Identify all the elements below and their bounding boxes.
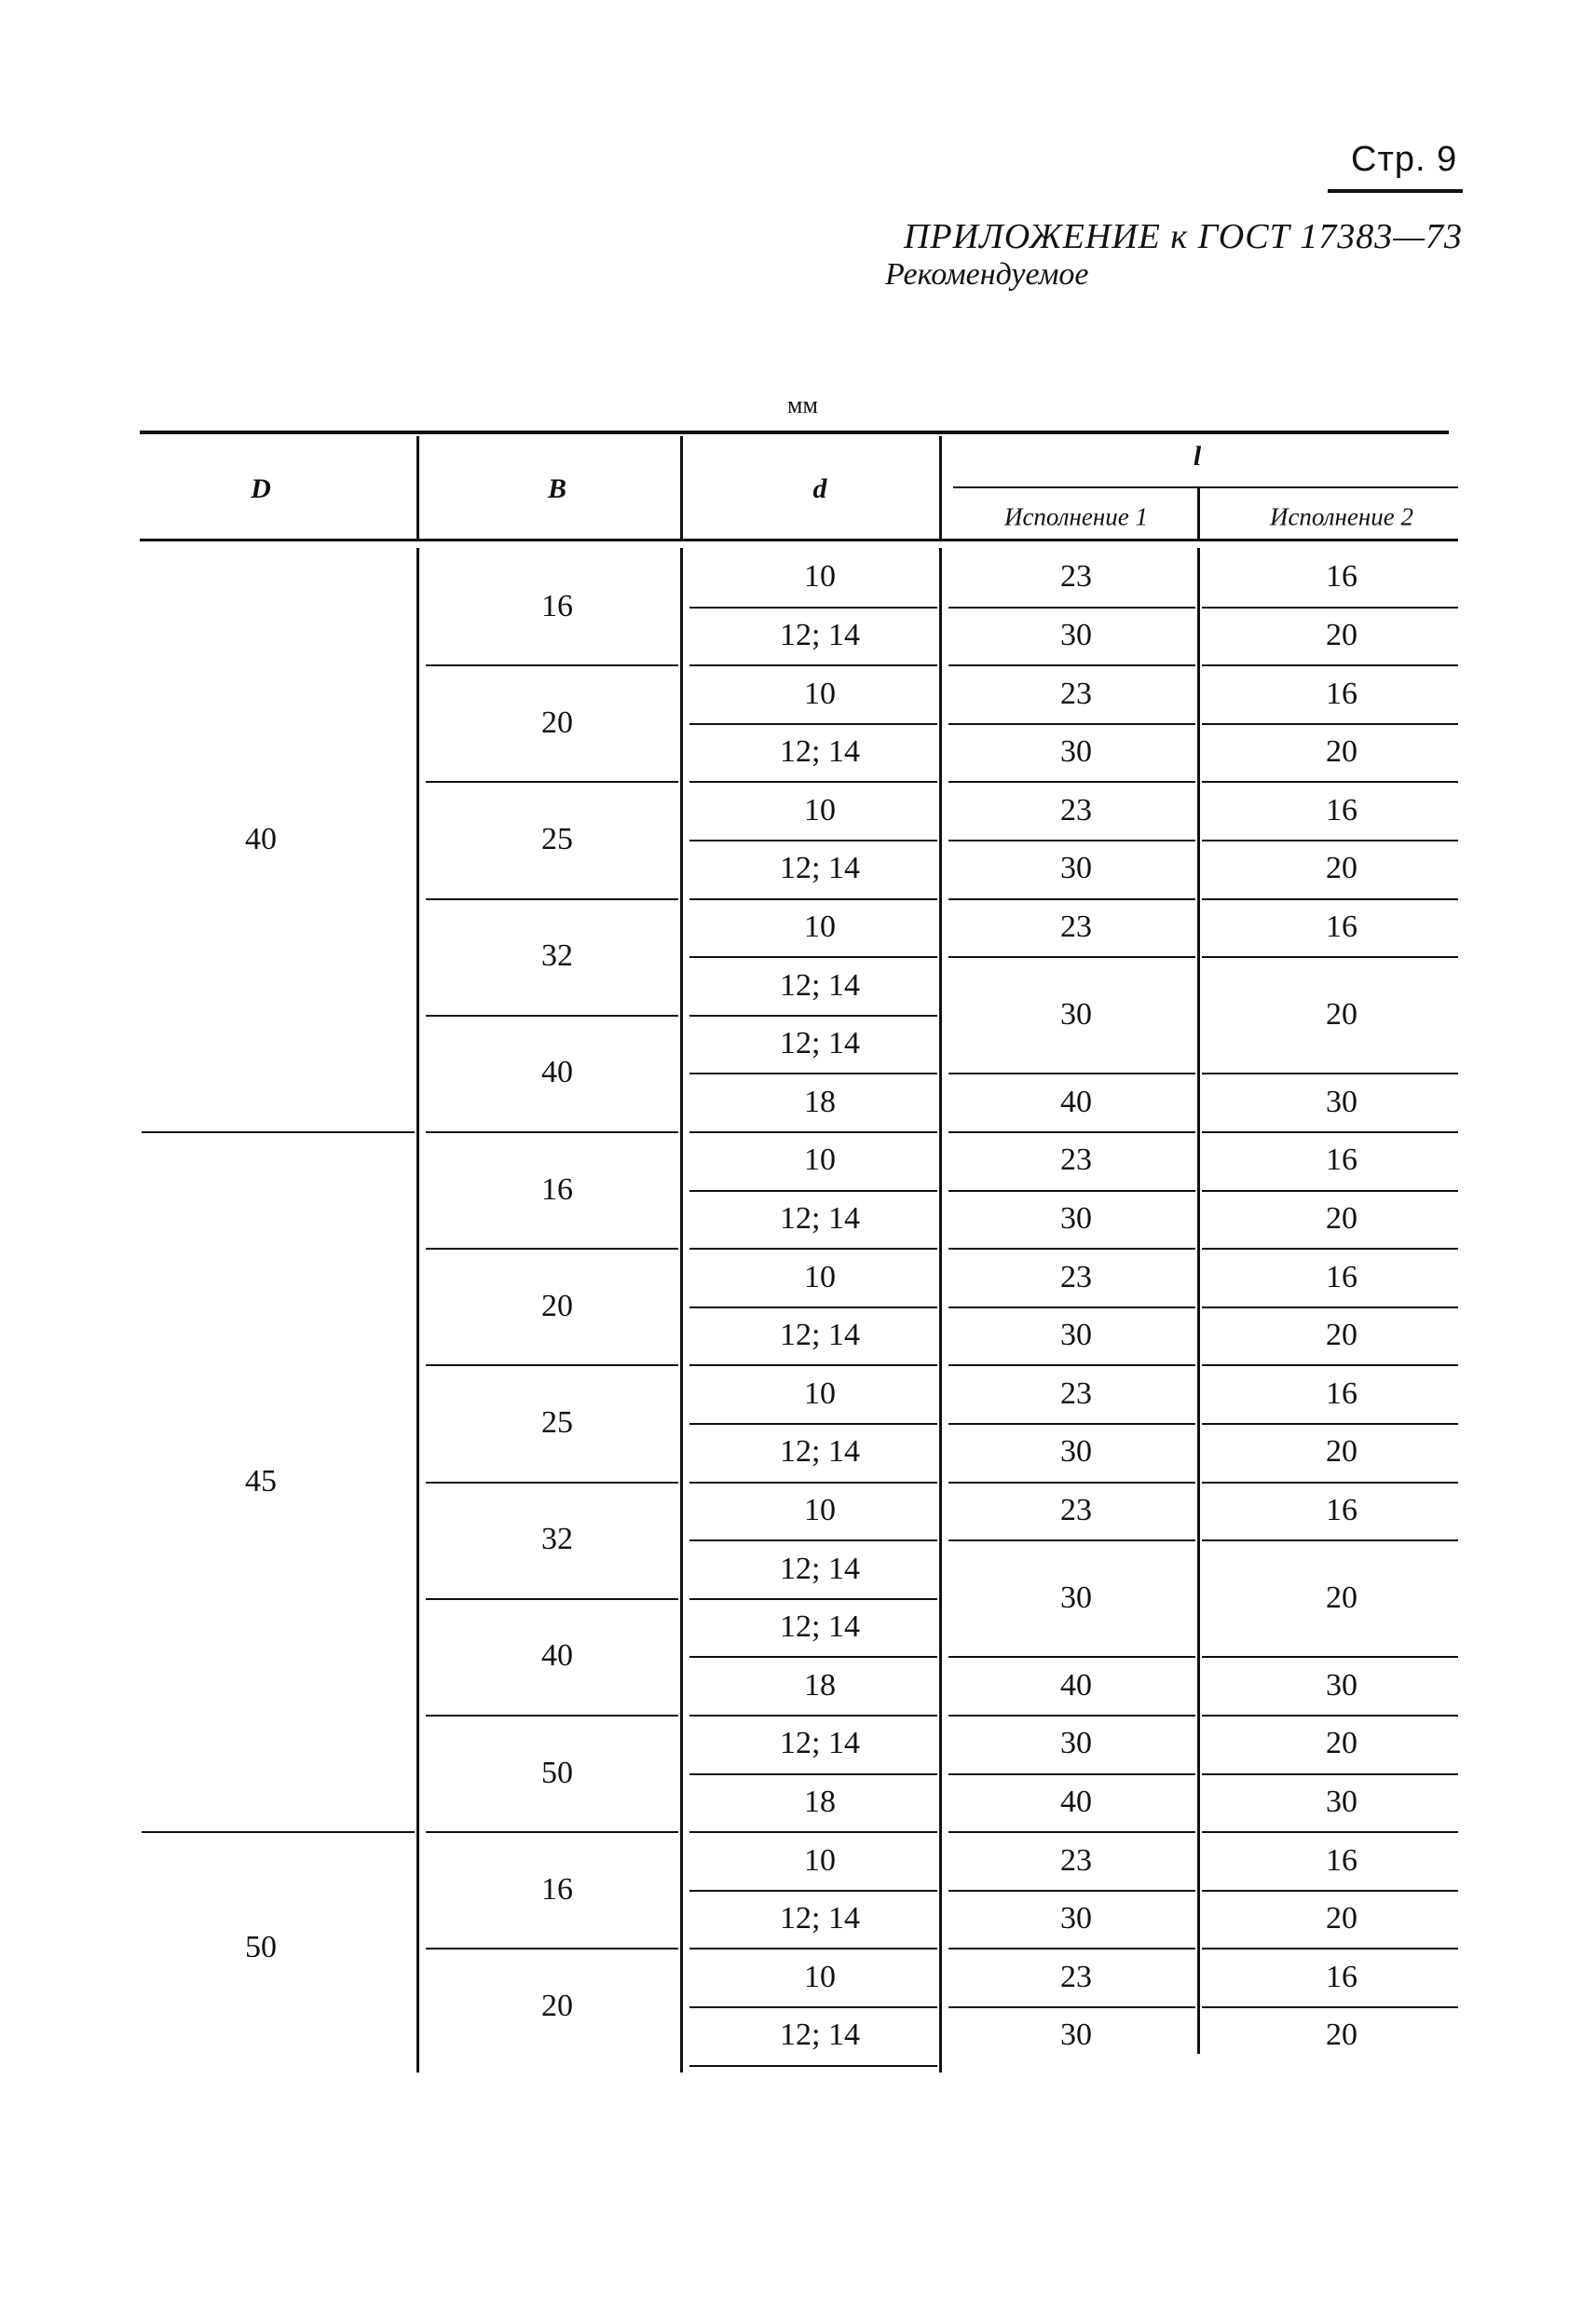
cell-version-1: 30 [1060,734,1092,770]
cell-version-2: 20 [1326,734,1357,770]
row-divider-d [689,723,937,725]
row-divider-version-1 [948,1131,1195,1133]
body-divider-versions [1197,548,1200,2054]
cell-d: 12; 14 [780,2018,860,2053]
cell-B: 40 [541,1055,573,1090]
row-divider-D [142,1131,415,1133]
row-divider-d [689,2065,937,2067]
cell-B: 25 [541,1405,573,1440]
row-divider-version-1 [948,607,1195,609]
cell-version-1: 30 [1060,1318,1092,1353]
cell-d: 12; 14 [780,617,860,652]
cell-version-1: 23 [1060,1142,1092,1178]
row-divider-version-2 [1202,956,1458,958]
cell-version-1: 30 [1060,2018,1092,2053]
row-divider-B [426,1831,678,1833]
cell-version-2: 20 [1326,1200,1357,1236]
cell-version-2: 20 [1326,1318,1357,1353]
cell-d: 10 [804,559,836,595]
cell-D: 45 [245,1463,277,1498]
cell-version-2: 16 [1326,1375,1357,1411]
cell-version-2: 16 [1326,1259,1357,1294]
row-divider-d [689,1364,937,1366]
row-divider-d [689,1773,937,1775]
row-divider-version-2 [1202,1190,1458,1192]
cell-B: 20 [541,705,573,740]
cell-version-1: 23 [1060,559,1092,595]
row-divider-d [689,898,937,900]
row-divider-B [426,1948,678,1949]
cell-version-1: 40 [1060,1784,1092,1819]
row-divider-version-2 [1202,840,1458,841]
appendix-title: ПРИЛОЖЕНИЕ к ГОСТ 17383—73 [903,217,1463,256]
header-version-1: Исполнение 1 [1003,502,1149,531]
cell-d: 18 [804,1784,836,1819]
cell-version-1: 30 [1060,1901,1092,1936]
cell-version-2: 20 [1326,617,1357,652]
cell-d: 10 [804,1142,836,1178]
cell-version-2: 16 [1326,909,1357,944]
row-divider-version-1 [948,1364,1195,1366]
row-divider-version-1 [948,1248,1195,1250]
row-divider-B [426,1598,678,1600]
cell-d: 12; 14 [780,851,860,886]
cell-version-1: 30 [1060,1726,1092,1761]
cell-B: 50 [541,1755,573,1790]
header-divider-versions [1197,486,1200,539]
body-divider-d-l [939,548,942,2073]
row-divider-version-2 [1202,898,1458,900]
cell-version-1: 30 [1060,1434,1092,1470]
row-divider-d [689,840,937,841]
header-bottom-rule [140,539,1458,541]
cell-version-2: 16 [1326,1959,1357,1994]
row-divider-version-1 [948,1073,1195,1074]
row-divider-version-2 [1202,1831,1458,1833]
row-divider-d [689,1248,937,1250]
row-divider-version-2 [1202,1773,1458,1775]
row-divider-B [426,1715,678,1717]
row-divider-version-1 [948,956,1195,958]
cell-version-1: 30 [1060,617,1092,652]
row-divider-d [689,1131,937,1133]
cell-d: 10 [804,1375,836,1411]
row-divider-version-2 [1202,1248,1458,1250]
cell-version-1: 23 [1060,909,1092,944]
cell-d: 12; 14 [780,1551,860,1586]
row-divider-version-1 [948,2006,1195,2008]
row-divider-version-2 [1202,1482,1458,1484]
page-number-underline [1328,189,1463,193]
cell-d: 10 [804,909,836,944]
row-divider-B [426,664,678,666]
cell-d: 12; 14 [780,967,860,1003]
header-version-2: Исполнение 2 [1269,502,1414,531]
row-divider-version-2 [1202,607,1458,609]
cell-d: 10 [804,676,836,711]
row-divider-d [689,1890,937,1892]
cell-d: 10 [804,1259,836,1294]
row-divider-d [689,1948,937,1949]
row-divider-version-1 [948,1656,1195,1658]
cell-d: 12; 14 [780,1726,860,1761]
cell-version-2: 30 [1326,1784,1357,1819]
appendix-status: Рекомендуемое [885,257,1089,292]
cell-version-2: 16 [1326,676,1357,711]
cell-version-2: 20 [1326,1901,1357,1936]
row-divider-d [689,1539,937,1541]
row-divider-version-2 [1202,723,1458,725]
cell-version-1: 23 [1060,1375,1092,1411]
cell-d: 10 [804,1492,836,1527]
cell-d: 18 [804,1667,836,1703]
row-divider-version-1 [948,723,1195,725]
cell-B: 16 [541,588,573,623]
row-divider-d [689,664,937,666]
cell-version-2: 20 [1326,851,1357,886]
header-D: D [251,473,271,504]
row-divider-B [426,1248,678,1250]
row-divider-version-2 [1202,1656,1458,1658]
row-divider-d [689,2006,937,2008]
cell-version-1: 30 [1060,1580,1092,1615]
cell-d: 10 [804,1842,836,1878]
row-divider-version-2 [1202,781,1458,783]
cell-version-1: 23 [1060,792,1092,828]
row-divider-version-2 [1202,1423,1458,1425]
cell-version-1: 23 [1060,1842,1092,1878]
cell-B: 20 [541,1989,573,2023]
cell-d: 10 [804,1959,836,1994]
row-divider-version-1 [948,664,1195,666]
row-divider-version-1 [948,1715,1195,1717]
cell-version-2: 20 [1326,2018,1357,2053]
cell-d: 18 [804,1084,836,1119]
row-divider-d [689,1656,937,1658]
row-divider-d [689,781,937,783]
cell-version-2: 16 [1326,559,1357,595]
row-divider-B [426,781,678,783]
cell-d: 10 [804,792,836,828]
row-divider-version-1 [948,1890,1195,1892]
cell-B: 32 [541,1522,573,1557]
row-divider-B [426,1015,678,1017]
cell-B: 16 [541,1871,573,1907]
unit-label: мм [787,391,818,418]
row-divider-version-1 [948,1482,1195,1484]
row-divider-B [426,1364,678,1366]
cell-B: 40 [541,1638,573,1674]
cell-version-2: 16 [1326,1492,1357,1527]
row-divider-d [689,1831,937,1833]
cell-D: 40 [245,822,277,856]
cell-B: 32 [541,938,573,974]
cell-version-2: 30 [1326,1084,1357,1119]
row-divider-version-1 [948,781,1195,783]
cell-version-1: 23 [1060,1492,1092,1527]
cell-version-2: 20 [1326,1434,1357,1470]
row-divider-version-1 [948,1423,1195,1425]
body-divider-B-d [680,548,683,2073]
row-divider-d [689,607,937,609]
header-divider-D-B [416,436,419,539]
row-divider-version-2 [1202,1364,1458,1366]
cell-d: 12; 14 [780,1434,860,1470]
row-divider-d [689,1190,937,1192]
row-divider-version-2 [1202,1890,1458,1892]
cell-version-1: 23 [1060,1259,1092,1294]
cell-version-2: 16 [1326,1142,1357,1178]
cell-version-1: 30 [1060,851,1092,886]
cell-version-1: 30 [1060,1200,1092,1236]
cell-version-2: 20 [1326,1580,1357,1615]
row-divider-version-1 [948,840,1195,841]
cell-version-2: 30 [1326,1667,1357,1703]
page-number: Стр. 9 [1351,140,1458,179]
cell-version-2: 20 [1326,1726,1357,1761]
row-divider-version-2 [1202,1539,1458,1541]
row-divider-version-1 [948,1831,1195,1833]
cell-version-1: 23 [1060,1959,1092,1994]
header-divider-d-l [939,436,942,539]
row-divider-version-1 [948,1773,1195,1775]
row-divider-d [689,1015,937,1017]
body-divider-D-B [416,548,419,2073]
cell-version-2: 20 [1326,996,1357,1032]
row-divider-d [689,1423,937,1425]
cell-d: 12; 14 [780,734,860,770]
cell-d: 12; 14 [780,1609,860,1645]
cell-d: 12; 14 [780,1901,860,1936]
header-divider-B-d [680,436,683,539]
row-divider-version-2 [1202,1948,1458,1949]
row-divider-d [689,1073,937,1074]
header-l-rule [953,486,1458,488]
cell-d: 12; 14 [780,1318,860,1353]
cell-B: 16 [541,1171,573,1207]
row-divider-version-2 [1202,2006,1458,2008]
cell-version-1: 40 [1060,1667,1092,1703]
row-divider-version-1 [948,1948,1195,1949]
row-divider-version-2 [1202,1715,1458,1717]
cell-version-1: 40 [1060,1084,1092,1119]
cell-version-1: 23 [1060,676,1092,711]
cell-d: 12; 14 [780,1200,860,1236]
cell-d: 12; 14 [780,1026,860,1061]
row-divider-version-2 [1202,1073,1458,1074]
header-l: l [1193,441,1202,472]
row-divider-B [426,1482,678,1484]
cell-version-1: 30 [1060,996,1092,1032]
row-divider-version-1 [948,1190,1195,1192]
row-divider-B [426,898,678,900]
row-divider-d [689,1306,937,1308]
cell-version-2: 16 [1326,1842,1357,1878]
row-divider-version-1 [948,1306,1195,1308]
cell-D: 50 [245,1930,277,1965]
cell-version-2: 16 [1326,792,1357,828]
header-d: d [812,473,827,504]
cell-B: 20 [541,1288,573,1323]
table-top-rule [140,431,1449,434]
cell-B: 25 [541,822,573,856]
row-divider-version-1 [948,898,1195,900]
header-B: B [547,473,567,504]
row-divider-version-2 [1202,664,1458,666]
row-divider-B [426,1131,678,1133]
row-divider-d [689,1598,937,1600]
row-divider-d [689,1482,937,1484]
row-divider-d [689,956,937,958]
row-divider-D [142,1831,415,1833]
row-divider-d [689,1715,937,1717]
row-divider-version-1 [948,1539,1195,1541]
row-divider-version-2 [1202,1306,1458,1308]
row-divider-version-2 [1202,1131,1458,1133]
